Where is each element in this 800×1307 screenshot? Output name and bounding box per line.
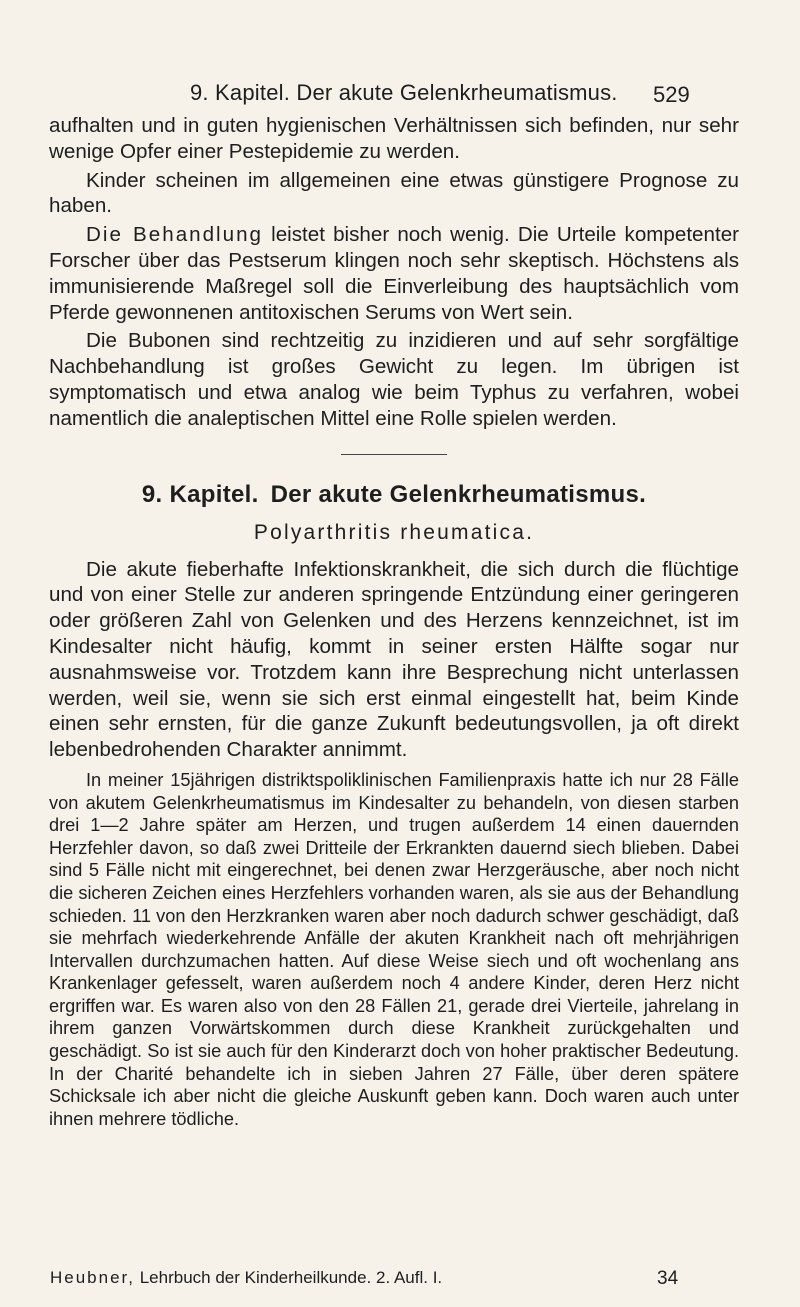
paragraph-case-report: In meiner 15jährigen distriktspoliklinischen Familienpraxis hatte ich nur 28 Fälle von akutem Gelenkrheumatismus im Kindesalter zu behandeln, von diesen starben drei 1—2 Jahre später am Herzen, und trugen außerdem 14 einen dauernden Herzfehler davon, so daß zwei Dritteile der Erkrankten dauernd siech blieben. Dabei sind 5 Fälle nicht mit eingerechnet, bei denen zwar Herzgeräusche, aber noch nicht die sicheren Zeichen eines Herzfehlers vorhanden waren, als sie aus der Behandlung schieden. 11 von den Herzkranken waren aber noch dadurch schwer geschädigt, daß sie mehrfach wiederkehrende Anfälle der akuten Krankheit nach oft mehrjährigen Intervallen durchzumachen hatten. Auf diese Weise siech und oft wochenlang ans Krankenlager gefesselt, waren außerdem noch 4 andere Kinder, deren Herz nicht ergriffen war. Es waren also von den 28 Fällen 21, gerade drei Vierteile, jahrelang in ihrem ganzen Vorwärtskommen durch diese Krankheit zurückgehalten und geschädigt. So ist sie auch für den Kinderarzt doch von hoher praktischer Bedeutung. In der Charité behandelte ich in sieben Jahren 27 Fälle, über deren spätere Schicksale ich aber nicht die gleiche Auskunft geben kann. Doch waren auch unter ihnen mehrere tödliche. <box>49 769 739 1129</box>
signature-mark: 34 <box>657 1268 679 1289</box>
paragraph-prognosis: Kinder scheinen im allgemeinen eine etwas günstigere Prognose zu haben. <box>49 168 739 218</box>
treatment-lead: Die Behandlung <box>86 223 263 247</box>
running-title: 9. Kapitel. Der akute Gelenkrheumatismus. <box>190 80 618 105</box>
chapter-subtitle: Polyarthritis rheumatica. <box>253 520 535 544</box>
paragraph-bubonen: Die Bubonen sind rechtzeitig zu inzidieren und auf sehr sorgfältige Nachbehandlung ist großes Gewicht zu legen. Im übrigen ist symptomatisch und etwa analog wie beim Typhus zu verfahren, wobei namentlich die analeptischen Mittel eine Rolle spielen werden. <box>49 329 739 430</box>
paragraph-plague-continued: aufhalten und in guten hygienischen Verhältnissen sich befinden, nur sehr wenige Opfer einer Pestepidemie zu werden. <box>49 114 739 163</box>
footer-author: Heubner, <box>50 1268 135 1287</box>
section-divider <box>341 454 447 455</box>
main-text <box>49 113 739 1130</box>
page-number: 529 <box>653 82 690 107</box>
paragraph-treatment <box>49 222 739 325</box>
chapter-title: Der akute Gelenkrheumatismus. <box>270 480 647 508</box>
chapter-heading <box>49 481 739 509</box>
chapter-number: 9. Kapitel. <box>141 480 259 508</box>
page-footer <box>50 1268 700 1288</box>
footer-book: Lehrbuch der Kinderheilkunde. 2. Aufl. I. <box>135 1268 443 1287</box>
paragraph-intro: Die akute fieberhafte Infektionskrankheit, die sich durch die flüchtige und von einer Stelle zur anderen springende Entzündung einer geringeren oder größeren Zahl von Gelenken und des Herzens kennzeichnet, ist im Kindesalter nicht häufig, kommt in seiner ersten Hälfte sogar nur ausnahmsweise vor. Trotzdem kann ihre Besprechung nicht unterlassen werden, weil sie, wenn sie sich erst einmal eingestellt hat, beim Kinde einen sehr ernsten, für die ganze Zukunft bedeutungsvollen, ja oft direkt lebenbedrohenden Charakter annimmt. <box>49 557 739 762</box>
treatment-text: leistet bisher noch wenig. Die Urteile kompetenter Forscher über das Pestserum klingen noch sehr skeptisch. Höchstens als immunisierende Maßregel soll die Einverleibung des hauptsächlich vom Pferde gewonnenen antitoxischen Serums von Wert sein. <box>49 223 739 324</box>
